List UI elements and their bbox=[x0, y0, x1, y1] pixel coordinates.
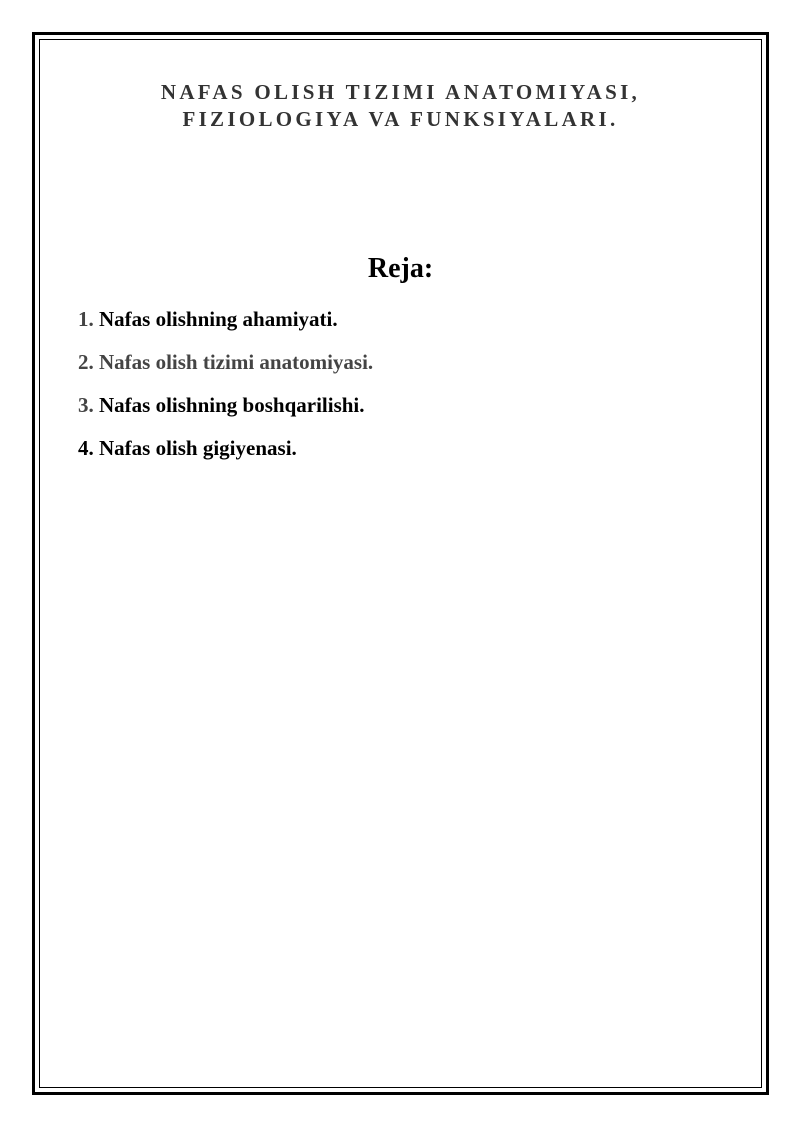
plan-item-1 bbox=[78, 298, 373, 341]
plan-item-2 bbox=[78, 341, 373, 384]
plan-item-number: 1. bbox=[78, 307, 94, 331]
plan-item-text: Nafas olish gigiyenasi. bbox=[99, 436, 297, 460]
page-border bbox=[32, 32, 769, 1095]
plan-item-text: Nafas olishning boshqarilishi. bbox=[99, 393, 365, 417]
plan-item-text: Nafas olishning ahamiyati. bbox=[99, 307, 338, 331]
page-border-inner bbox=[39, 39, 762, 1088]
plan-item-3 bbox=[78, 384, 373, 427]
plan-item-number: 4. bbox=[78, 436, 94, 460]
document-title bbox=[35, 79, 766, 133]
title-line-2: FIZIOLOGIYA VA FUNKSIYALARI. bbox=[182, 107, 619, 131]
plan-item-text: Nafas olish tizimi anatomiyasi. bbox=[99, 350, 374, 374]
plan-item-4 bbox=[78, 427, 373, 470]
plan-heading: Reja: bbox=[367, 253, 434, 284]
plan-item-number: 3. bbox=[78, 393, 94, 417]
plan-list bbox=[78, 298, 373, 470]
plan-item-number: 2. bbox=[78, 350, 94, 374]
title-line-1: NAFAS OLISH TIZIMI ANATOMIYASI, bbox=[160, 80, 641, 104]
